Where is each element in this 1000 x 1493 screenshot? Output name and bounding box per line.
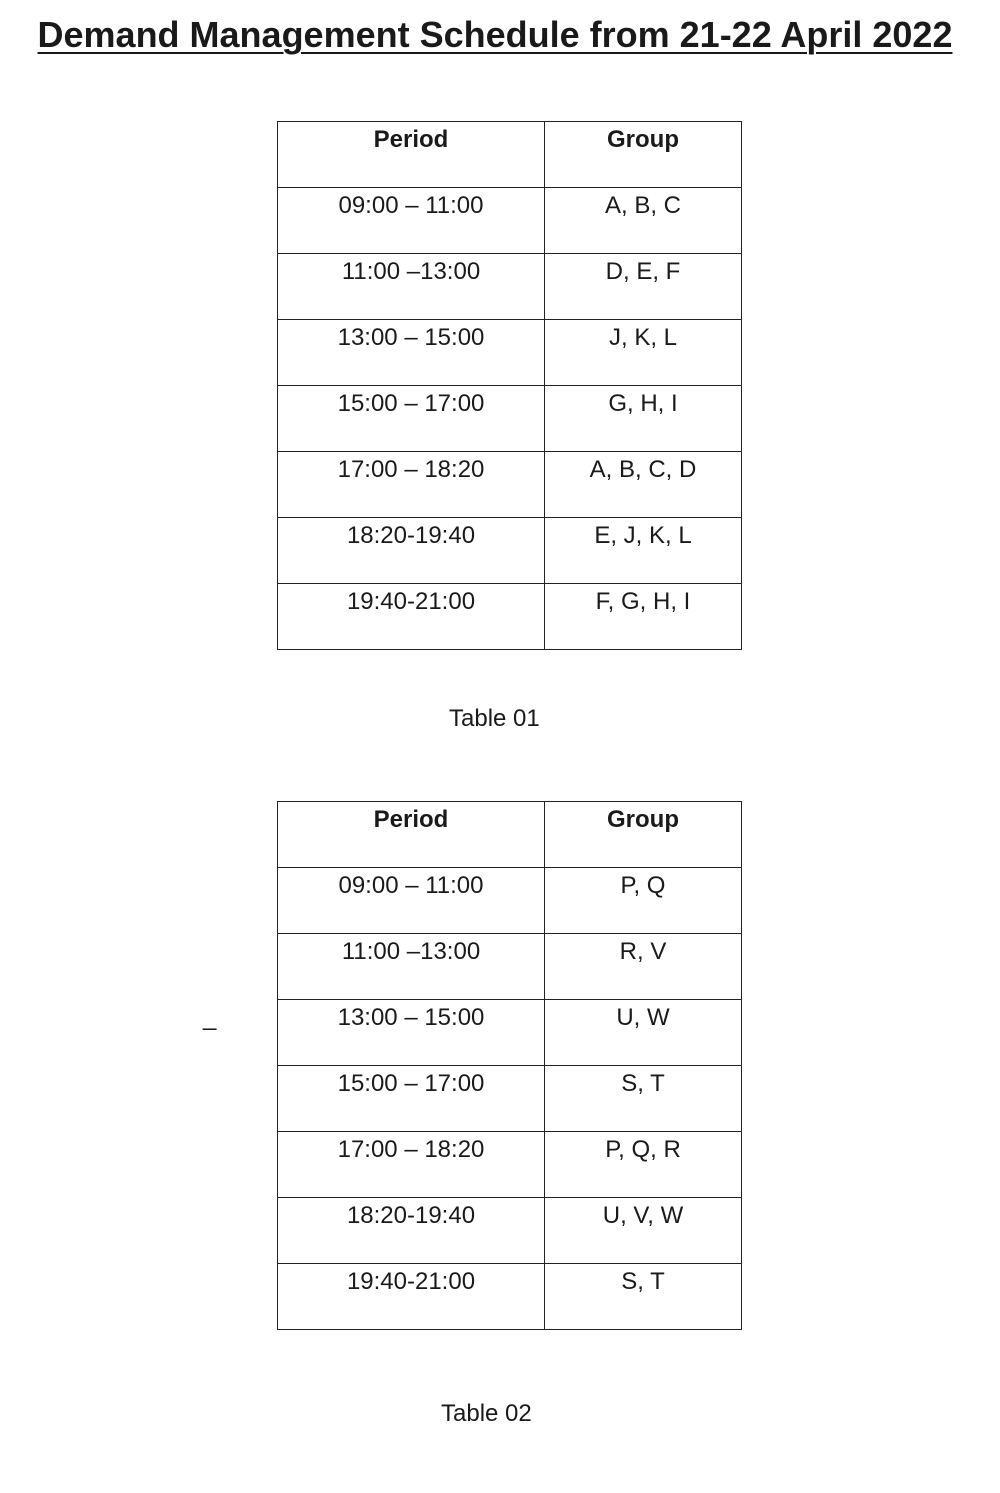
table-caption-1: Table 01 [449,705,540,732]
period-cell: 13:00 – 15:00 [278,1000,545,1066]
period-cell: 09:00 – 11:00 [278,188,545,254]
period-cell: 13:00 – 15:00 [278,320,545,386]
period-cell: 17:00 – 18:20 [278,1132,545,1198]
table-row [278,254,742,320]
period-header: Period [278,802,545,868]
group-header: Group [545,802,742,868]
schedule-table-1 [277,121,742,650]
table-row [278,868,742,934]
table-row [278,518,742,584]
group-cell: U, W [545,1000,742,1066]
table-row [278,1264,742,1330]
table-row [278,934,742,1000]
group-cell: P, Q [545,868,742,934]
table-header-row [278,122,742,188]
period-cell: 17:00 – 18:20 [278,452,545,518]
table-row [278,1198,742,1264]
period-cell: 15:00 – 17:00 [278,386,545,452]
group-cell: D, E, F [545,254,742,320]
table-row [278,1132,742,1198]
group-cell: R, V [545,934,742,1000]
group-cell: E, J, K, L [545,518,742,584]
period-cell: 11:00 –13:00 [278,254,545,320]
schedule-table-2 [277,801,742,1330]
group-cell: S, T [545,1066,742,1132]
table-row [278,1000,742,1066]
period-header: Period [278,122,545,188]
group-header: Group [545,122,742,188]
period-cell: 15:00 – 17:00 [278,1066,545,1132]
period-cell: 18:20-19:40 [278,1198,545,1264]
group-cell: A, B, C [545,188,742,254]
period-cell: 09:00 – 11:00 [278,868,545,934]
table-row [278,1066,742,1132]
table-row [278,452,742,518]
period-cell: 19:40-21:00 [278,584,545,650]
table-row [278,188,742,254]
table-row [278,584,742,650]
group-cell: U, V, W [545,1198,742,1264]
period-cell: 18:20-19:40 [278,518,545,584]
page-title: Demand Management Schedule from 21-22 April 2022 [37,14,953,55]
table-row [278,320,742,386]
group-cell: F, G, H, I [545,584,742,650]
table-header-row [278,802,742,868]
table-row [278,386,742,452]
group-cell: P, Q, R [545,1132,742,1198]
table-caption-2: Table 02 [441,1400,532,1427]
group-cell: A, B, C, D [545,452,742,518]
period-cell: 11:00 –13:00 [278,934,545,1000]
stray-mark: _ [203,1004,217,1031]
group-cell: J, K, L [545,320,742,386]
group-cell: G, H, I [545,386,742,452]
period-cell: 19:40-21:00 [278,1264,545,1330]
group-cell: S, T [545,1264,742,1330]
